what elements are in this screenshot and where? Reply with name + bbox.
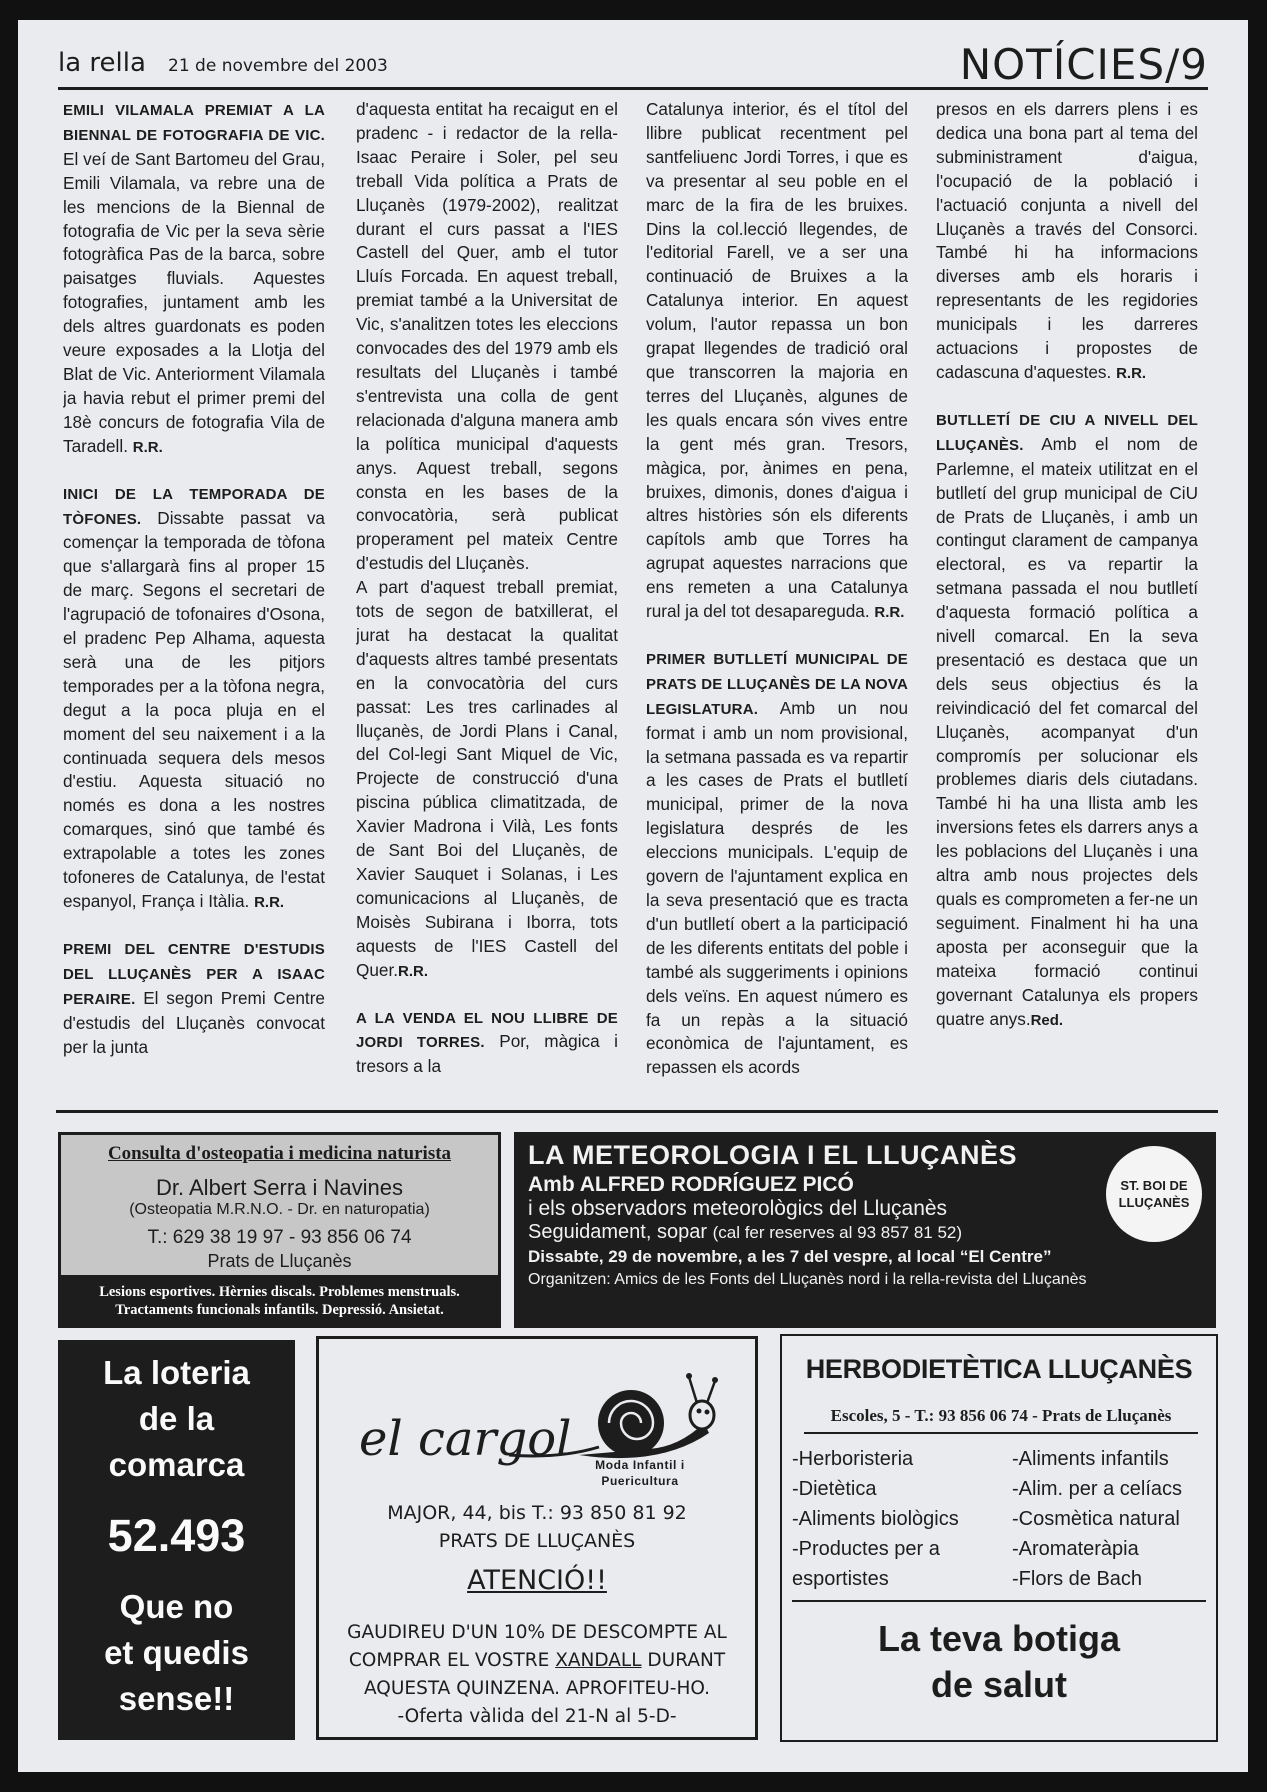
article-butlleti-municipal: [646, 647, 908, 1080]
article-vilamala: [63, 98, 325, 460]
ad-meteo-dinner: [528, 1221, 1202, 1244]
list-item: -Alim. per a celíacs: [1012, 1478, 1183, 1500]
footer-line: Tractaments funcionals infantils. Depressió. Ansietat.: [115, 1302, 444, 1318]
article-tofones: [63, 482, 325, 915]
column-3: [646, 98, 908, 1106]
signature: R.R.: [132, 438, 163, 456]
list-item: -Aromateràpia: [1012, 1538, 1139, 1560]
signature: R.R.: [874, 604, 905, 622]
ad-osteopatia: [58, 1132, 501, 1328]
signature: R.R.: [398, 962, 429, 980]
promo-line: [319, 1647, 755, 1675]
article-llibre-torres-cont: [646, 98, 908, 625]
headline-premi-peraire: PREMI DEL CENTRE D'ESTUDIS DEL LLUÇANÈS PER A ISAAC PERAIRE.: [63, 940, 325, 1008]
list-item: -Productes per a: [792, 1538, 940, 1560]
ad-el-cargol: [316, 1336, 758, 1740]
reservation-note: (cal fer reserves al 93 857 81 52): [712, 1223, 963, 1242]
body-premi-peraire: El segon Premi Centre d'estudis del Lluçanès convocat per la junta: [63, 987, 325, 1057]
body-tofones: Dissabte passat va començar la temporada de tòfona que s'allargarà fins al proper 15 de març. Segons el secretari de l'agrupació de tofonaires d'Osona, el pradenc Pep Alhama, aquesta serà una de les pitjors temporades per a la tòfona negra, degut a la poca pluja en el moment del seu naixement i a la continuada sequera dels mesos d'estiu. Aquesta situació no només es dona a les nostres comarques, sinó que també és extrapolable a totes les zones tofoneres de Catalunya, de l'estat espanyol, França i Itàlia.: [63, 507, 325, 911]
address-line: PRATS DE LLUÇANÈS: [438, 1530, 636, 1552]
promo-text: DURANT: [641, 1650, 726, 1671]
ad-herbo-title: HERBODIETÈTICA LLUÇANÈS: [805, 1354, 1193, 1384]
ad-herbo-slogan: [782, 1616, 1216, 1708]
ad-herbodietetica: [780, 1334, 1218, 1742]
issue-date: 21 de novembre del 2003: [168, 56, 388, 76]
column-1: [63, 98, 325, 1106]
el-cargol-address: [319, 1499, 755, 1555]
ad-loteria: [58, 1340, 295, 1740]
body-llibre-torres: Por, màgica i tresors a la: [356, 1031, 618, 1077]
list-item: -Aliments infantils: [1012, 1448, 1169, 1470]
ad-osteopatia-name: Dr. Albert Serra i Navines: [156, 1175, 403, 1200]
ad-osteopatia-footer: [61, 1275, 498, 1319]
tagline-line: Puericultura: [601, 1474, 679, 1488]
promo-text: COMPRAR EL VOSTRE: [348, 1650, 556, 1671]
body-butlleti-municipal-cont: presos en els darrers plens i es dedica una bona part al tema del subministrament d'aigua, l'ocupació de la població i l'actuació conjunta a nivell del Lluçanès a través del Consorci. També hi ha informacions diverses amb els horaris i representants de les regidories municipals i les darreres actuacions i propostes de cadascuna d'aquestes.: [936, 99, 1198, 382]
headline-vilamala: EMILI VILAMALA PREMIAT A LA BIENNAL DE FOTOGRAFIA DE VIC.: [63, 102, 325, 144]
list-item: -Aliments biològics: [792, 1508, 959, 1530]
ad-meteo-organizers: Organitzen: Amics de les Fonts del Lluçanès nord i la rella-revista del Lluçanès: [528, 1271, 1087, 1288]
logo-text: el cargol: [359, 1411, 572, 1467]
body-butlleti-ciu: Amb el nom de Parlemne, el mateix utilitzat en el butlletí del grup municipal de CiU de Prats de Lluçanès, i amb un contingut clarament de campanya electoral, es va repartir la setmana passada el nou butlletí d'aquesta formació política a nivell comarcal. En la seva presentació es destaca que un dels seus objectius és la reivindicació del fet comarcal del Lluçanès, acompanyat d'un compromís per solucionar els problemes diaris dels ciutadans. També hi ha una llista amb les inversions fetes els darrers anys a les poblacions del Lluçanès i una altra amb nous projectes dels quals es comprometen a fer-ne un seguiment. Finalment hi ha una aposta per aconseguir que la mateixa formació continui governant Catalunya els propers quatre anys.: [936, 433, 1198, 1029]
ad-loteria-number: 52.493: [107, 1510, 246, 1561]
body-premi-peraire-cont: d'aquesta entitat ha recaigut en el pradenc - i redactor de la rella- Isaac Peraire i Soler, pel seu treball Vida política a Prats de Lluçanès (1979-2002), realitzat durant el curs passat a l'IES Castell del Quer, amb el tutor Lluís Forcada. En aquest treball, premiat també a la Universitat de Vic, s'analitzen totes les eleccions convocades des del 1979 amb els resultats del Lluçanès i també s'entrevista una colla de gent relacionada d'alguna manera amb la política municipal d'aquests anys. Aquest treball, segons consta en les bases de la convocatòria, serà publicat properament pel mateix Centre d'estudis del Lluçanès.: [356, 99, 618, 574]
el-cargol-tagline: [555, 1457, 725, 1489]
publication-name: la rella: [58, 48, 146, 78]
ad-loteria-heading: [58, 1350, 295, 1488]
newspaper-page: [18, 20, 1248, 1772]
list-item: esportistes: [792, 1568, 889, 1590]
ad-meteo-badge: [1106, 1146, 1202, 1242]
body-premi-peraire-2: A part d'aquest treball premiat, tots de segon de batxillerat, el jurat ha destacat la qualitat d'aquests altres també presentats en la convocatòria del curs passat: Les tres carlinades al lluçanès, de Jordi Plans i Canal, del Col-legi Sant Miquel de Vic, Projecte de construcció d'una piscina pública climatitzada, de Xavier Madrona i Vilà, Les fonts de Sant Boi del Lluçanès, de Xavier Sauquet i Solanas, i Les comunicacions al Lluçanès, de Moisès Subirana i Iborra, tots aquests de l'IES Castell del Quer.: [356, 577, 618, 980]
signature: R.R.: [254, 894, 285, 911]
ad-meteo-observers: i els observadors meteorològics del Lluçanès: [528, 1197, 948, 1220]
tagline-line: Que no: [119, 1588, 234, 1625]
address-line: MAJOR, 44, bis T.: 93 850 81 92: [387, 1502, 687, 1524]
article-premi-peraire-cont: [356, 98, 618, 576]
article-llibre-torres: [356, 1006, 618, 1080]
signature: Red.: [1030, 1011, 1064, 1029]
list-item: -Cosmètica natural: [1012, 1508, 1180, 1530]
article-butlleti-municipal-cont: [936, 98, 1198, 386]
ad-herbo-list-left: [792, 1444, 1002, 1594]
ad-osteopatia-town: Prats de Lluçanès: [207, 1251, 352, 1271]
heading-line: La loteria: [103, 1354, 250, 1391]
column-2: [356, 98, 618, 1106]
body-butlleti-municipal: Amb un nou format i amb un nom provisional, la setmana passada es va repartir a les cases de Prats el butlletí municipal, primer de la nova legislatura després de les eleccions municipals. L'equip de govern de l'ajuntament explica en la seva presentació que es tracta d'un butlletí obert a la participació de les diferents entitats del poble i també als suggeriments i opinions dels veïns. En aquest número es fa un repàs a la situació econòmica de l'ajuntament, es repassen els acords: [646, 697, 908, 1078]
list-item: -Herboristeria: [792, 1448, 914, 1470]
tagline-line: sense!!: [118, 1680, 235, 1717]
heading-line: comarca: [108, 1446, 245, 1483]
body-vilamala: El veí de Sant Bartomeu del Grau, Emili Vilamala, va rebre una de les mencions de la Biennal de fotografia de Vic per la seva sèrie fotogràfica Pas de la barca, sobre paisatges fluvials. Aquestes fotografies, juntament amb les dels altres guardonats es poden veure exposades a la Llotja del Blat de Vic. Anteriorment Vilamala ja havia rebut el primer premi del 18è concurs de fotografia Vila de Taradell.: [63, 148, 325, 456]
page-header: [58, 34, 1208, 90]
headline-llibre-torres: A LA VENDA EL NOU LLIBRE DE JORDI TORRES.: [356, 1009, 618, 1052]
section-title: NOTÍCIES/9: [959, 40, 1208, 89]
dinner-text: Seguidament, sopar: [528, 1221, 708, 1243]
ad-meteo-speaker: Amb ALFRED RODRÍGUEZ PICÓ: [528, 1173, 854, 1196]
ad-herbo-address: Escoles, 5 - T.: 93 856 06 74 - Prats de Lluçanès: [804, 1406, 1198, 1434]
body-llibre-torres-cont: Catalunya interior, és el títol del llibre publicat recentment pel santfeliuenc Jordi Torres, i que es va presentar al seu poble en el marc de la fira de les bruixes. Dins la col.lecció llegendes, de l'editorial Farell, ve a ser una continuació de Bruixes a la Catalunya interior. En aquest volum, l'autor repassa un bon grapat llegendes de tradició oral que transcorren la majoria en terres del Lluçanès, algunes de les quals encara són vives entre la gent més gran. Tresors, màgica, por, ànimes en pena, bruixes, dimonis, dones d'aigua i altres històries són els diferents capítols amb que Torres ha agrupat aquestes narracions que ens remeten a una Catalunya rural ja del tot desapareguda.: [646, 99, 908, 622]
promo-line: AQUESTA QUINZENA. APROFITEU-HO.: [363, 1678, 711, 1699]
promo-validity: -Oferta vàlida del 21-N al 5-D-: [397, 1706, 677, 1727]
section-divider: [56, 1110, 1218, 1113]
ad-osteopatia-phones: T.: 629 38 19 97 - 93 856 06 74: [147, 1227, 412, 1248]
promo-item: XANDALL: [555, 1650, 642, 1671]
ad-meteo-date: Dissabte, 29 de novembre, a les 7 del vespre, al local “El Centre”: [528, 1247, 1052, 1266]
badge-line: LLUÇANÈS: [1118, 1195, 1190, 1210]
article-butlleti-ciu: [936, 408, 1198, 1033]
headline-tofones: INICI DE LA TEMPORADA DE TÒFONES.: [63, 485, 325, 528]
promo-line: GAUDIREU D'UN 10% DE DESCOMPTE AL: [347, 1622, 727, 1643]
slogan-line: de salut: [930, 1664, 1068, 1705]
headline-butlleti-municipal: PRIMER BUTLLETÍ MUNICIPAL DE PRATS DE LLUÇANÈS DE LA NOVA LEGISLATURA.: [646, 650, 908, 718]
divider: [792, 1600, 1206, 1602]
heading-line: de la: [138, 1400, 215, 1437]
snail-icon: [579, 1373, 718, 1458]
el-cargol-attention: ATENCIÓ!!: [467, 1565, 607, 1596]
list-item: -Dietètica: [792, 1478, 877, 1500]
ad-meteo-title: LA METEOROLOGIA I EL LLUÇANÈS: [528, 1140, 1018, 1170]
badge-line: ST. BOI DE: [1120, 1178, 1188, 1193]
ad-meteorologia: [514, 1132, 1216, 1328]
ad-osteopatia-subtitle: (Osteopatia M.R.N.O. - Dr. en naturopatia): [129, 1201, 430, 1218]
headline-butlleti-ciu: BUTLLETÍ DE CIU A NIVELL DEL LLUÇANÈS.: [936, 411, 1198, 454]
ad-herbo-list-right: [1012, 1444, 1212, 1594]
ad-loteria-tagline: [58, 1584, 295, 1722]
ad-osteopatia-title: Consulta d'osteopatia i medicina naturista: [107, 1143, 452, 1164]
article-premi-peraire: [63, 937, 325, 1060]
el-cargol-promo: [319, 1619, 755, 1731]
list-item: -Flors de Bach: [1012, 1568, 1143, 1590]
footer-line: Lesions esportives. Hèrnies discals. Problemes menstruals.: [99, 1284, 460, 1300]
article-premi-peraire-part2: [356, 576, 618, 983]
signature: R.R.: [1116, 364, 1147, 382]
slogan-line: La teva botiga: [877, 1618, 1121, 1659]
tagline-line: Moda Infantil i: [595, 1458, 685, 1472]
tagline-line: et quedis: [104, 1634, 249, 1671]
column-4: [936, 98, 1198, 1106]
